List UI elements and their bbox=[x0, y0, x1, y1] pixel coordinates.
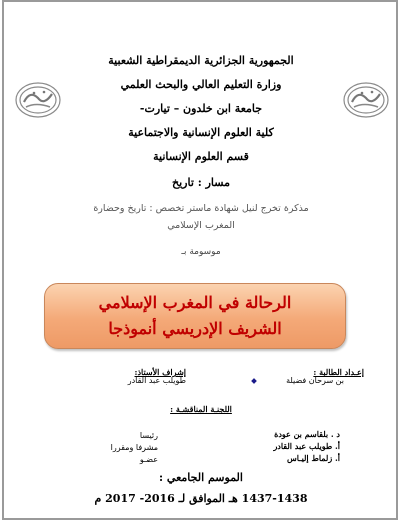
track-name: مسار : تاريخ bbox=[172, 176, 230, 189]
diamond-bullet-icon bbox=[251, 378, 257, 384]
ministry-name: وزارة التعليم العالي والبحث العلمي bbox=[120, 78, 282, 91]
university-name: جامعة ابن خلدون – تيارت- bbox=[139, 102, 263, 115]
committee-member-2: أ. طويلب عبد القادر bbox=[273, 441, 340, 451]
committee-role-1: رئيسا bbox=[139, 431, 158, 440]
committee-member-1: د . بلقاسم بن عودة bbox=[274, 429, 340, 439]
committee-role-2: مشرفا ومقررا bbox=[110, 443, 158, 452]
academic-year-value: 1437-1438 هـ الموافق لـ 2016- 2017 م bbox=[94, 492, 308, 505]
thesis-title-line1: الرحالة في المغرب الإسلامي bbox=[98, 293, 292, 312]
marked-as: موسومة بـ bbox=[181, 247, 221, 257]
supervisor-name: طويلب عبد القادر bbox=[127, 376, 186, 385]
university-logo-left bbox=[14, 80, 62, 120]
thesis-purpose-line2: المغرب الإسلامي bbox=[167, 220, 235, 231]
student-name: بن سرحان فضيلة bbox=[286, 376, 344, 385]
department-name: قسم العلوم الإنسانية bbox=[153, 150, 249, 163]
republic-name: الجمهورية الجزائرية الديمقراطية الشعبية bbox=[108, 54, 294, 67]
thesis-title-line2: الشريف الإدريسي أنموذجا bbox=[108, 319, 282, 338]
faculty-name: كلية العلوم الإنسانية والاجتماعية bbox=[128, 126, 274, 139]
university-logo-right bbox=[342, 80, 390, 120]
supervisor-label: إشراف الأستاذ: bbox=[134, 367, 186, 377]
academic-year-label: الموسم الجامعي : bbox=[159, 471, 243, 484]
thesis-title-box bbox=[44, 283, 346, 349]
committee-label: اللجنـة المناقشـة : bbox=[170, 404, 232, 414]
committee-member-3: أ. زلماط إليـاس bbox=[287, 453, 340, 463]
thesis-purpose-line1: مذكرة تخرج لنيل شهادة ماستر تخصص : تاريخ وحضارة bbox=[93, 203, 309, 214]
student-label: إعـداد الطالبة : bbox=[313, 367, 364, 377]
committee-role-3: عضـو bbox=[139, 455, 158, 464]
